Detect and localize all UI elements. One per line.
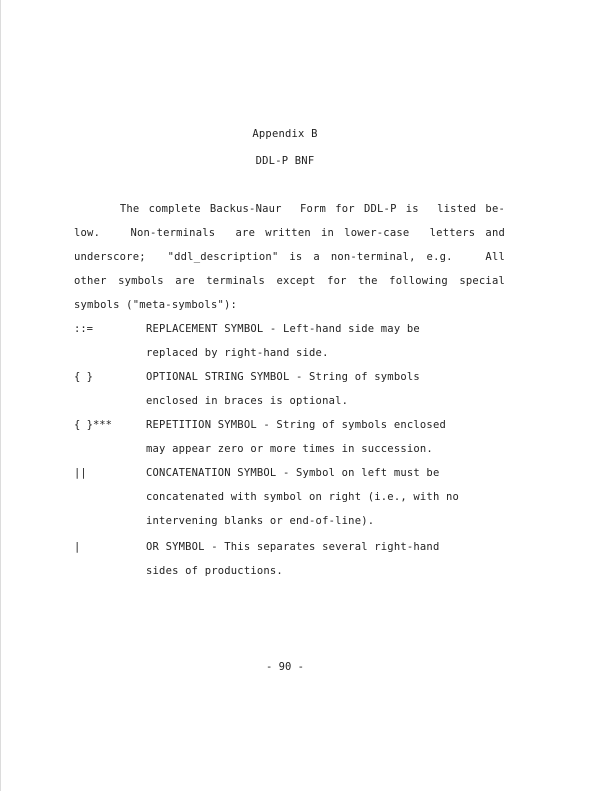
intro-line: symbols ("meta-symbols"): (74, 299, 238, 311)
symbol-definition-line: intervening blanks or end-of-line). (146, 515, 375, 527)
intro-line: other symbols are terminals except for the following special (74, 275, 505, 287)
symbol-definition-line: sides of productions. (146, 565, 283, 577)
symbol-definition-line: OR SYMBOL - This separates several right-hand (146, 541, 440, 553)
symbol-glyph: { }*** (74, 419, 112, 431)
symbol-definition-line: CONCATENATION SYMBOL - Symbol on left must be (146, 467, 440, 479)
symbol-definition-line: concatenated with symbol on right (i.e., with no (146, 491, 460, 503)
symbol-definition-line: enclosed in braces is optional. (146, 395, 349, 407)
symbol-glyph: || (74, 467, 87, 479)
symbol-definition-line: REPETITION SYMBOL - String of symbols enclosed (146, 419, 446, 431)
symbol-glyph: | (74, 541, 81, 553)
page-title: DDL-P BNF (255, 155, 315, 167)
intro-line: low. Non-terminals are written in lower-case letters and (74, 227, 505, 239)
symbol-definition-line: REPLACEMENT SYMBOL - Left-hand side may be (146, 323, 420, 335)
symbol-definition-line: replaced by right-hand side. (146, 347, 329, 359)
intro-line: The complete Backus-Naur Form for DDL-P is listed be- (74, 203, 505, 215)
symbol-definition-line: may appear zero or more times in succession. (146, 443, 433, 455)
intro-line: underscore; "ddl_description" is a non-terminal, e.g. All (74, 251, 505, 263)
symbol-glyph: { } (74, 371, 93, 383)
appendix-label: Appendix B (252, 128, 318, 140)
symbol-glyph: ::= (74, 323, 93, 335)
symbol-definition-line: OPTIONAL STRING SYMBOL - String of symbols (146, 371, 420, 383)
page-number: - 90 - (266, 661, 304, 673)
